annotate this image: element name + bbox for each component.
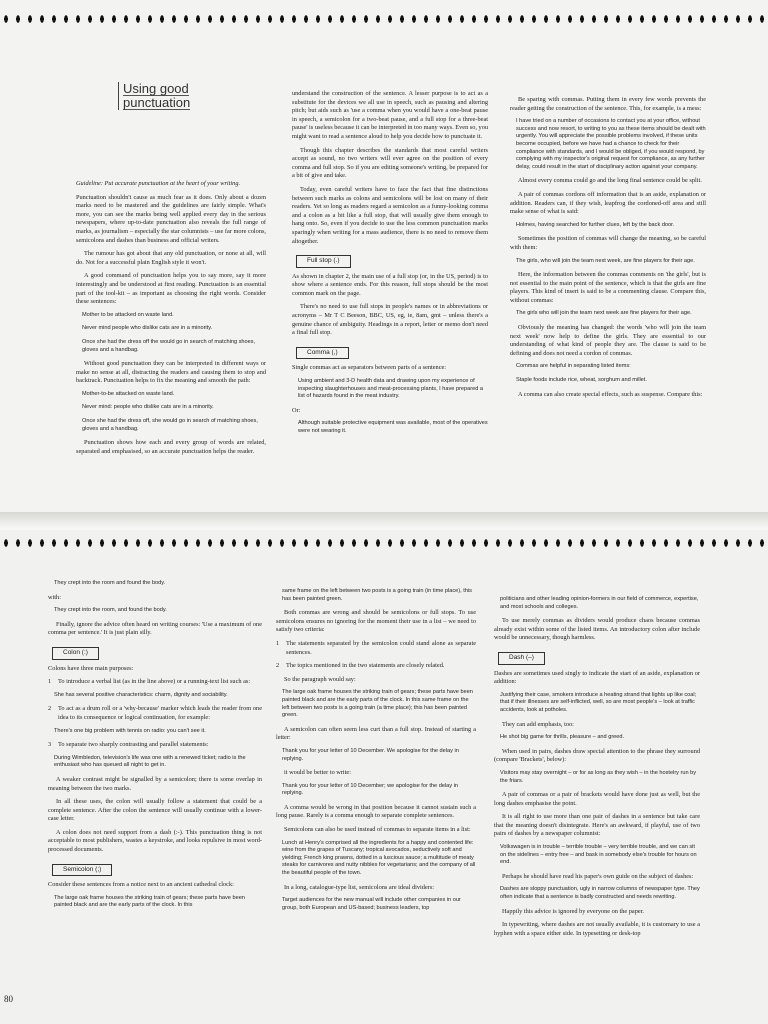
section-heading-full-stop: Full stop (.): [296, 255, 351, 268]
list-number: 2: [276, 662, 280, 670]
example: Never mind people who dislike cats are in a minority.: [82, 325, 213, 332]
chapter-title: [118, 82, 190, 110]
paragraph: A colon does not need support from a dash (:-). This punctuation thing is not acceptable to most publishers, wastes a keystroke, and looks repulsive in most word-processed documents.: [48, 828, 262, 854]
example: Thank you for your letter of 10 December; we apologise for the delay in replying.: [282, 782, 458, 797]
list-number: 1: [48, 678, 52, 686]
paragraph: A pair of commas or a pair of brackets would have done just as well, but the long dashes emphasise the point.: [494, 791, 700, 807]
chapter-title-line1: Using good: [123, 81, 189, 96]
bottom-page: [0, 530, 768, 1024]
paragraph: Dashes are sometimes used singly to indicate the start of an aside, explanation or addition:: [494, 669, 700, 686]
section-heading-semicolon: Semicolon (;): [52, 864, 112, 877]
paragraph: Almost every comma could go and the long final sentence could be split.: [518, 177, 702, 185]
spiral-binding-bottom: [0, 536, 768, 550]
paragraph: In typewriting, where dashes are not usually available, it is customary to use a hyphen with a space either side. In typesetting or desk-top: [494, 921, 700, 937]
example: They crept into the room, and found the body.: [54, 607, 167, 614]
list-item-text: To introduce a verbal list (as in the line above) or a running-text list such as:: [58, 678, 251, 686]
paragraph: A comma would be wrong in that position because it cannot sustain such a long pause. Rarely is a comma enough to separate complete sentences.: [276, 803, 476, 820]
paragraph: understand the construction of the sentence. A lesser purpose is to act as a substitute for the devices we all use in speech, such as pausing and altering pitch; but aids such as 'use a comma when you would have a one-beat pause in speech, a semicolon for a two-beat pause, and a full stop for a three-beat pause' is useless because it can be interpreted in too many ways. Even so, you might want to read a sentence aloud to help you decide how to punctuate it.: [292, 90, 488, 140]
example: Thank you for your letter of 10 December. We apologise for the delay in replying.: [282, 747, 459, 762]
page-gutter: [0, 512, 768, 530]
example: Staple foods include rice, wheat, sorghum and millet.: [516, 377, 647, 384]
paragraph: It is all right to use more than one pair of dashes in a sentence but take care that the meaning doesn't disintegrate. Here's an awkward, if playful, use of two pairs of dashes by a newspaper columnist:: [494, 813, 700, 838]
list-item-text: To separate two sharply contrasting and parallel statements:: [58, 741, 209, 749]
example: Once she had the dress off, she would go in search of matching shoes, gloves and a handbag.: [82, 418, 258, 432]
bottom-right-column: [494, 596, 700, 943]
paragraph: Or:: [292, 406, 301, 414]
section-heading-colon: Colon (:): [52, 647, 99, 660]
list-item: [276, 662, 476, 676]
list-item: [276, 640, 476, 662]
list-number: 1: [276, 639, 280, 647]
paragraph: There's no need to use full stops in people's names or in abbreviations or acronyms – Mr T C Beeson, BBC, US, eg, ie, 8am, gmt – unless there's a genuine chance of ambiguity. Headings in a report, letter or memo don't need a final full stop.: [292, 303, 488, 337]
paragraph: Though this chapter describes the standards that most careful writers accept as sound, no two writers will ever agree on the position of every comma and full stop. So if you are editing someone's writing, be prepared for a bit of give and take.: [292, 146, 488, 180]
list-item-text: The topics mentioned in the two statements are closely related.: [286, 662, 445, 670]
paragraph: A pair of commas cordons off information that is an aside, explanation or addition. Readers can, if they wish, leapfrog the cordoned-off area and still make sense of what is said:: [510, 190, 706, 216]
section-heading-comma: Comma (,): [296, 347, 349, 360]
list-number: 2: [48, 705, 52, 713]
paragraph: The rumour has got about that any old punctuation, or none at all, will do. Not for a successful plain English style it won't.: [76, 250, 266, 266]
example: Commas are helpful in separating listed items:: [516, 363, 631, 370]
paragraph: Obviously the meaning has changed: the words 'who will join the team next week' now help to define the girls. They are essential to our understanding of what kind of people they are. The clause is said to be defining and does not need a cordon of commas.: [510, 324, 706, 357]
example: Using ambient and 3-D health data and drawing upon my experience of inspecting slaughterhouses and meat-processing plants, I have prepared a list of hazards found in the meat industry.: [298, 378, 484, 400]
section-heading-dash: Dash (–): [498, 652, 545, 665]
example: Justifying their case, smokers introduce a heating strand that lights up like coal; that if their illnesses are self-inflicted, well, so are most people's – look at traffic accidents, look at potholes.: [500, 691, 697, 713]
top-right-column: [510, 96, 706, 404]
example: The large oak frame houses the striking train of gears; these parts have been painted black and are the early parts of the clock. In this same frame on the left between two posts is a going train (a time place); this has been painted green.: [282, 689, 473, 719]
guideline: Guideline: Put accurate punctuation at the heart of your writing.: [76, 180, 241, 187]
paragraph: Finally, ignore the advice often heard on writing courses: 'Use a maximum of one comma per sentence.' It is just plain silly.: [48, 620, 262, 637]
paragraph: In all these uses, the colon will usually follow a statement that could be a complete sentence. After the colon the sentence will usually continue with a lower-case letter.: [48, 798, 262, 823]
paragraph: Today, even careful writers have to face the fact that fine distinctions between such marks as colons and semicolons will be lost on many of their readers. Yet so long as readers regard a semicolon as a funny-looking comma and a colon as a bit like a full stop, that will usually give them enough to hang onto. So, even if you decide to use the less common punctuation marks sparingly when writing for a mass audience, there is no need to remove them altogether.: [292, 185, 488, 245]
paragraph: Colons have three main purposes:: [48, 664, 134, 672]
paragraph: When used in pairs, dashes draw special attention to the phrase they surround (compare 'Brackets', below):: [494, 747, 700, 764]
example: During Wimbledon, television's life was one with a renewed ticket; radio is the enthusiast who has queued all night to get in.: [54, 754, 246, 769]
paragraph: it would be better to write:: [284, 769, 351, 777]
paragraph: A weaker contrast might be signalled by a semicolon; there is some overlap in meaning between the two marks.: [48, 775, 262, 792]
paragraph: In a long, catalogue-type list, semicolons are ideal dividers:: [284, 883, 435, 891]
example: Target audiences for the new manual will include other companies in our group, both European and US-based; business leaders, top: [282, 897, 461, 911]
paragraph: A good command of punctuation helps you to say more, say it more interestingly and be understood at first reading. Punctuation is an essential part of the tool-kit – as important as choosing the right words. Consider these sentences:: [76, 272, 266, 306]
example: Mother to be attacked on waste land.: [82, 311, 174, 318]
example: The girls who will join the team next week are fine players for their age.: [516, 310, 692, 317]
paragraph: Be sparing with commas. Putting them in every few words prevents the reader getting the construction of the sentence. This, for example, is a mess:: [510, 96, 706, 112]
page-number: 80: [4, 994, 13, 1004]
list-item-text: The statements separated by the semicolon could stand alone as separate sentences.: [286, 639, 476, 656]
example: They crept into the room and found the body.: [54, 580, 166, 586]
list-item-text: To act as a drum roll or a 'why-because' marker which leads the reader from one idea to its consequence or logical continuation, for example:: [58, 705, 262, 721]
example: Lunch at Henry's comprised all the ingredients for a happy and contented life: wine from the grapes of Tuscany; tropical avocados, seductively soft and yielding; French king prawns, dotted in a luscious sauce; a multitude of meaty steaks for carnivores and nutty nibbles for vegetarians; and the company of all the beautiful people of the town.: [282, 839, 476, 877]
spiral-binding-top: [0, 12, 768, 26]
paragraph: A semicolon can often seem less curt than a full stop. Instead of starting a letter:: [276, 725, 476, 742]
example: There's one big problem with tennis on radio: you can't see it.: [54, 727, 206, 734]
list-item: [48, 678, 262, 692]
example: She has several positive characteristics: charm, dignity and sociability.: [54, 691, 228, 698]
bottom-middle-column: [276, 588, 476, 918]
paragraph: A comma can also create special effects, such as suspense. Compare this:: [518, 390, 703, 398]
example: Mother-to-be attacked on waste land.: [82, 390, 175, 397]
bottom-left-column: [48, 580, 262, 916]
paragraph: Here, the information between the commas comments on 'the girls', but is not essential to the main point of the sentence, which is that the girls are fine players. This kind of insert is said to be a commenting clause. Compare this, without commas:: [510, 271, 706, 304]
example: Although suitable protective equipment was available, most of the operatives were not wearing it.: [298, 420, 488, 434]
example: same frame on the left between two posts is a going train (in time place), this has been painted green.: [282, 588, 472, 602]
paragraph: Sometimes the position of commas will change the meaning, so be careful with them:: [510, 235, 706, 251]
paragraph: Semicolons can also be used instead of commas to separate items in a list:: [284, 826, 471, 834]
list-number: 3: [48, 741, 52, 749]
example: politicians and other leading opinion-formers in our field of commerce, expertise, and most schools and colleges.: [500, 596, 699, 610]
paragraph: So the paragraph would say:: [284, 675, 356, 683]
example: Dashes are sloppy punctuation, ugly in narrow columns of newspaper type. They often indicate that a sentence is badly constructed and needs rewriting.: [500, 886, 700, 901]
paragraph: Without good punctuation they can be interpreted in different ways or make no sense at all, distracting the readers and causing them to stop and backtrack. Punctuation helps to fix the meaning and smooth the path:: [76, 360, 266, 385]
example: The girls, who will join the team next week, are fine players for their age.: [516, 257, 695, 264]
paragraph: Both commas are wrong and should be semicolons or full stops. To use semicolons ensures no ignoring for the moment their use in a list – we need to satisfy two criteria:: [276, 609, 476, 634]
example: I have tried on a number of occasions to contact you at your office, without success and now resort, to writing to you as these items should be dealt with urgently. You will appreciate the possible problems involved, if these units become occupied, before we have had a chance to check for their compliance with standards, and I would be obliged, if you would respond, by complying with my inspector's original request for compliance, as any further delay, could result in the start of disciplinary action against your company.: [516, 118, 706, 170]
paragraph: Perhaps he should have read his paper's own guide on the subject of dashes:: [502, 872, 694, 880]
paragraph: with:: [48, 593, 61, 601]
paragraph: To use merely commas as dividers would produce chaos because commas already exist within some of the listed items. An introductory colon after include would be unnecessary, though harmless.: [494, 617, 700, 642]
list-item: [48, 705, 262, 727]
paragraph: Consider these sentences from a notice next to an ancient cathedral clock:: [48, 881, 234, 889]
paragraph: Happily this advice is ignored by everyone on the paper.: [502, 907, 644, 915]
example: Holmes, having searched for further clues, left by the back door.: [516, 221, 675, 228]
paragraph: They can add emphasis, too:: [502, 720, 574, 728]
example: He shot big game for thrills, pleasure – and greed.: [500, 734, 625, 741]
top-middle-column: [292, 90, 488, 442]
example: Once she had the dress off the would go in search of matching shoes, gloves and a handbag.: [82, 338, 256, 353]
chapter-title-line2: punctuation: [123, 95, 191, 110]
paragraph: Single commas act as separators between parts of a sentence:: [292, 364, 447, 372]
example: The large oak frame houses the striking train of gears; these parts have been painted black and are the early parts of the clock. In this: [54, 894, 245, 909]
example: Visitors may stay overnight – or for as long as they wish – in the hostelry run by the friars.: [500, 769, 697, 784]
list-item: [48, 741, 262, 755]
top-left-column: [76, 180, 266, 461]
example: Never mind: people who dislike cats are in a minority.: [82, 404, 214, 411]
example: Volkswagen is in trouble – terrible trouble – very terrible trouble, and we can sit on the sidelines – entry free – and bask in somebody else's trouble for hours on end.: [500, 844, 697, 866]
paragraph: As shown in chapter 2, the main use of a full stop (or, in the US, period) is to show where a sentence ends. For this reason, full stops should be the most common mark on the page.: [292, 272, 488, 297]
paragraph: Punctuation shows how each and every group of words are related, separated and emphasised, so an accurate punctuation helps the reader.: [76, 439, 266, 455]
paragraph: Punctuation shouldn't cause as much fear as it does. Only about a dozen marks need to be mastered and the guidelines are fairly simple. What's more, you can see the marks being well applied every day in the serious newspapers, where up-to-date punctuation also reveals the full range of marks, as journalism – especially the star columnists – use far more colons, semicolons and dashes than business and official writers.: [76, 193, 266, 244]
